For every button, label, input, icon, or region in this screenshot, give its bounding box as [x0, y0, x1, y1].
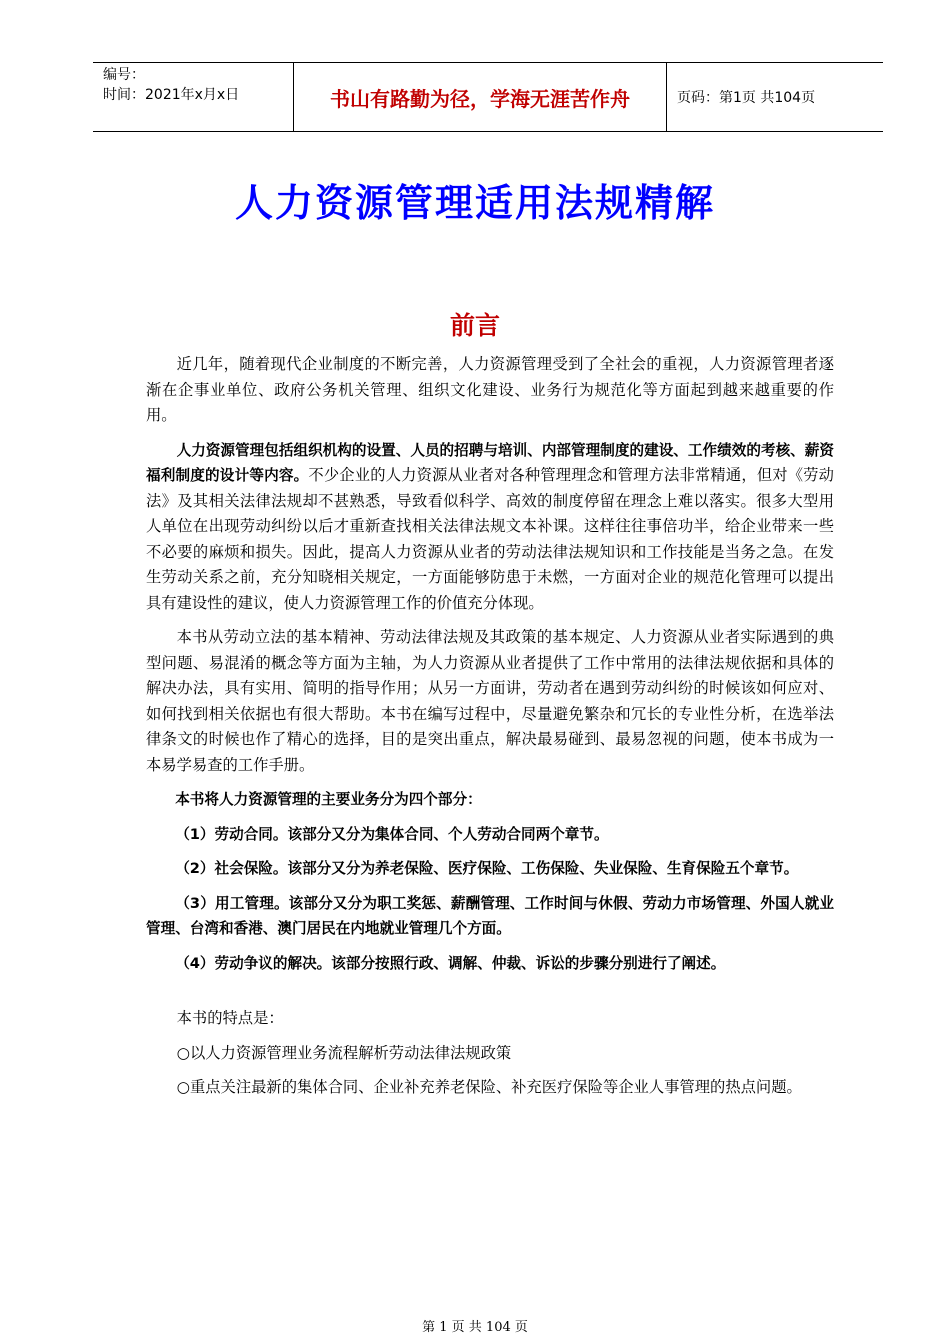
document-title: 人力资源管理适用法规精解	[234, 180, 715, 225]
header-meta	[93, 63, 294, 131]
paragraph	[146, 438, 834, 617]
paragraph-bold-lead: 人力资源管理包括组织机构的设置、人员的招聘与培训、内部管理制度的建设、工作绩效的考核、薪资福利制度的设计等内容。	[146, 441, 834, 484]
header-page-number: 页码：第1页 共104页	[677, 90, 816, 106]
paragraph-text: 不少企业的人力资源从业者对各种管理理念和管理方法非常精通，但对《劳动法》及其相关法律法规却不甚熟悉，导致看似科学、高效的制度停留在理念上难以落实。很多大型用人单位在出现劳动纠纷以后才重新查找相关法律法规文本补课。这样往往事倍功半，给企业带来一些不必要的麻烦和损失。因此，提高人力资源从业者的劳动法律法规知识和工作技能是当务之急。在发生劳动关系之前，充分知晓相关规定，一方面能够防患于未燃，一方面对企业的规范化管理可以提出具有建设性的建议，使人力资源管理工作的价值充分体现。	[146, 466, 834, 612]
paragraph: 本书的特点是：	[176, 1009, 284, 1027]
list-item: （3）用工管理。该部分又分为职工奖惩、薪酬管理、工作时间与休假、劳动力市场管理、外国人就业管理、台湾和香港、澳门居民在内地就业管理几个方面。	[146, 894, 834, 937]
list-item: （4）劳动争议的解决。该部分按照行政、调解、仲裁、诉讼的步骤分别进行了阐述。	[175, 954, 726, 972]
page-footer: 第 1 页 共 104 页	[422, 1320, 528, 1335]
paragraph: 本书从劳动立法的基本精神、劳动法律法规及其政策的基本规定、人力资源从业者实际遇到的典型问题、易混淆的概念等方面为主轴，为人力资源从业者提供了工作中常用的法律法规依据和具体的解决办法，具有实用、简明的指导作用；从另一方面讲，劳动者在遇到劳动纠纷的时候该如何应对、如何找到相关依据也有很大帮助。本书在编写过程中，尽量避免繁杂和冗长的专业性分析，在选举法律条文的时候也作了精心的选择，目的是突出重点，解决最易碰到、最易忽视的问题，使本书成为一本易学易查的工作手册。	[146, 628, 834, 774]
time-label: 时间：2021年x月x日	[103, 87, 240, 103]
paragraph: 近几年，随着现代企业制度的不断完善，人力资源管理受到了全社会的重视，人力资源管理者逐渐在企事业单位、政府公务机关管理、组织文化建设、业务行为规范化等方面起到越来越重要的作用。	[146, 355, 834, 424]
list-item: ○以人力资源管理业务流程解析劳动法律法规政策	[176, 1043, 512, 1062]
list-item: ○重点关注最新的集体合同、企业补充养老保险、补充医疗保险等企业人事管理的热点问题。	[176, 1078, 802, 1096]
list-item: （1）劳动合同。该部分又分为集体合同、个人劳动合同两个章节。	[175, 825, 609, 843]
preface-heading: 前言	[449, 311, 500, 340]
list-item: （2）社会保险。该部分又分为养老保险、医疗保险、工伤保险、失业保险、生育保险五个章节。	[175, 860, 799, 877]
number-label: 编号：	[103, 67, 145, 83]
header-motto: 书山有路勤为径，学海无涯苦作舟	[294, 63, 667, 131]
document-body	[146, 352, 834, 1110]
paragraph: 本书将人力资源管理的主要业务分为四个部分：	[175, 791, 482, 808]
page-header	[93, 62, 883, 132]
